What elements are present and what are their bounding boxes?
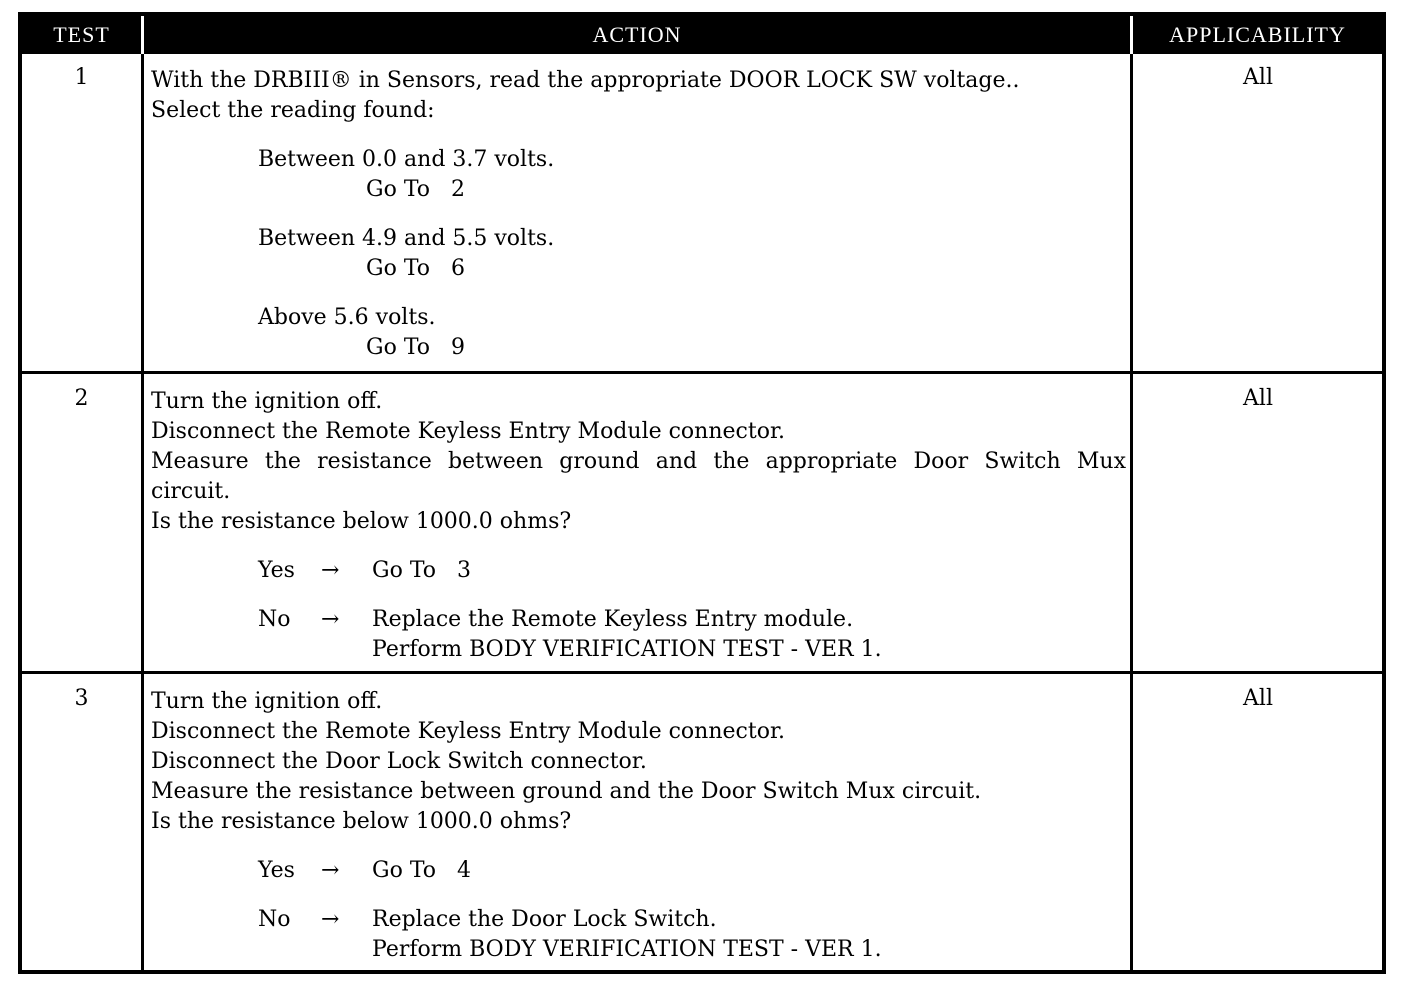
- outcome-no: [151, 605, 1126, 635]
- header-applicability: APPLICABILITY: [1169, 22, 1346, 47]
- action-line: Disconnect the Remote Keyless Entry Module connector.: [151, 419, 786, 444]
- outcome-result: Perform BODY VERIFICATION TEST - VER 1.: [372, 637, 882, 662]
- arrow-right-icon: →: [321, 858, 340, 883]
- table-header: [22, 16, 1382, 54]
- test-number: 2: [74, 386, 89, 411]
- action-line: Disconnect the Remote Keyless Entry Module connector.: [151, 719, 786, 744]
- outcome-result: Replace the Door Lock Switch.: [372, 907, 717, 932]
- column-divider: [141, 54, 144, 970]
- outcome-answer: No: [258, 607, 291, 632]
- choice-result: Go To 6: [366, 256, 465, 281]
- applicability-value: All: [1243, 65, 1273, 90]
- applicability-value: All: [1243, 386, 1273, 411]
- choice-condition: Between 0.0 and 3.7 volts.: [258, 147, 555, 172]
- action-line: Measure the resistance between ground and the Door Switch Mux circuit.: [151, 779, 982, 804]
- choice-result: Go To 2: [366, 177, 465, 202]
- arrow-right-icon: →: [321, 607, 340, 632]
- header-test: TEST: [53, 22, 110, 47]
- outcome-result: Go To 4: [372, 858, 471, 883]
- outcome-no-continued: [151, 635, 1126, 665]
- choice-condition: Above 5.6 volts.: [258, 305, 436, 330]
- action-line: circuit.: [151, 479, 231, 504]
- arrow-right-icon: →: [321, 907, 340, 932]
- action-line: Turn the ignition off.: [151, 389, 383, 414]
- row-divider: [22, 371, 1382, 374]
- action-line: Disconnect the Door Lock Switch connector.: [151, 749, 647, 774]
- action-line: Select the reading found:: [151, 98, 435, 123]
- outcome-no: [151, 905, 1126, 935]
- action-line: Turn the ignition off.: [151, 689, 383, 714]
- outcome-no-continued: [151, 935, 1126, 965]
- choice-result: Go To 9: [366, 335, 465, 360]
- row-divider: [22, 671, 1382, 674]
- outcome-answer: Yes: [258, 558, 295, 583]
- test-action-2: [151, 387, 1126, 665]
- outcome-yes: [151, 556, 1126, 586]
- action-line: With the DRBIII® in Sensors, read the appropriate DOOR LOCK SW voltage..: [151, 68, 1020, 93]
- outcome-answer: No: [258, 907, 291, 932]
- choice-condition: Between 4.9 and 5.5 volts.: [258, 226, 555, 251]
- test-action-3: [151, 687, 1126, 965]
- column-divider: [1130, 54, 1133, 970]
- arrow-right-icon: →: [321, 558, 340, 583]
- header-action: ACTION: [592, 22, 682, 47]
- outcome-result: Replace the Remote Keyless Entry module.: [372, 607, 854, 632]
- applicability-value: All: [1243, 686, 1273, 711]
- outcome-result: Go To 3: [372, 558, 471, 583]
- action-line: Measure the resistance between ground and the appropriate Door Switch Mux: [151, 449, 1126, 474]
- test-action-1: [151, 66, 1126, 363]
- outcome-yes: [151, 856, 1126, 886]
- test-number: 1: [74, 65, 89, 90]
- diagnostic-test-table: [18, 12, 1386, 974]
- action-line: Is the resistance below 1000.0 ohms?: [151, 509, 572, 534]
- outcome-result: Perform BODY VERIFICATION TEST - VER 1.: [372, 937, 882, 962]
- action-line: Is the resistance below 1000.0 ohms?: [151, 809, 572, 834]
- test-number: 3: [74, 686, 89, 711]
- outcome-answer: Yes: [258, 858, 295, 883]
